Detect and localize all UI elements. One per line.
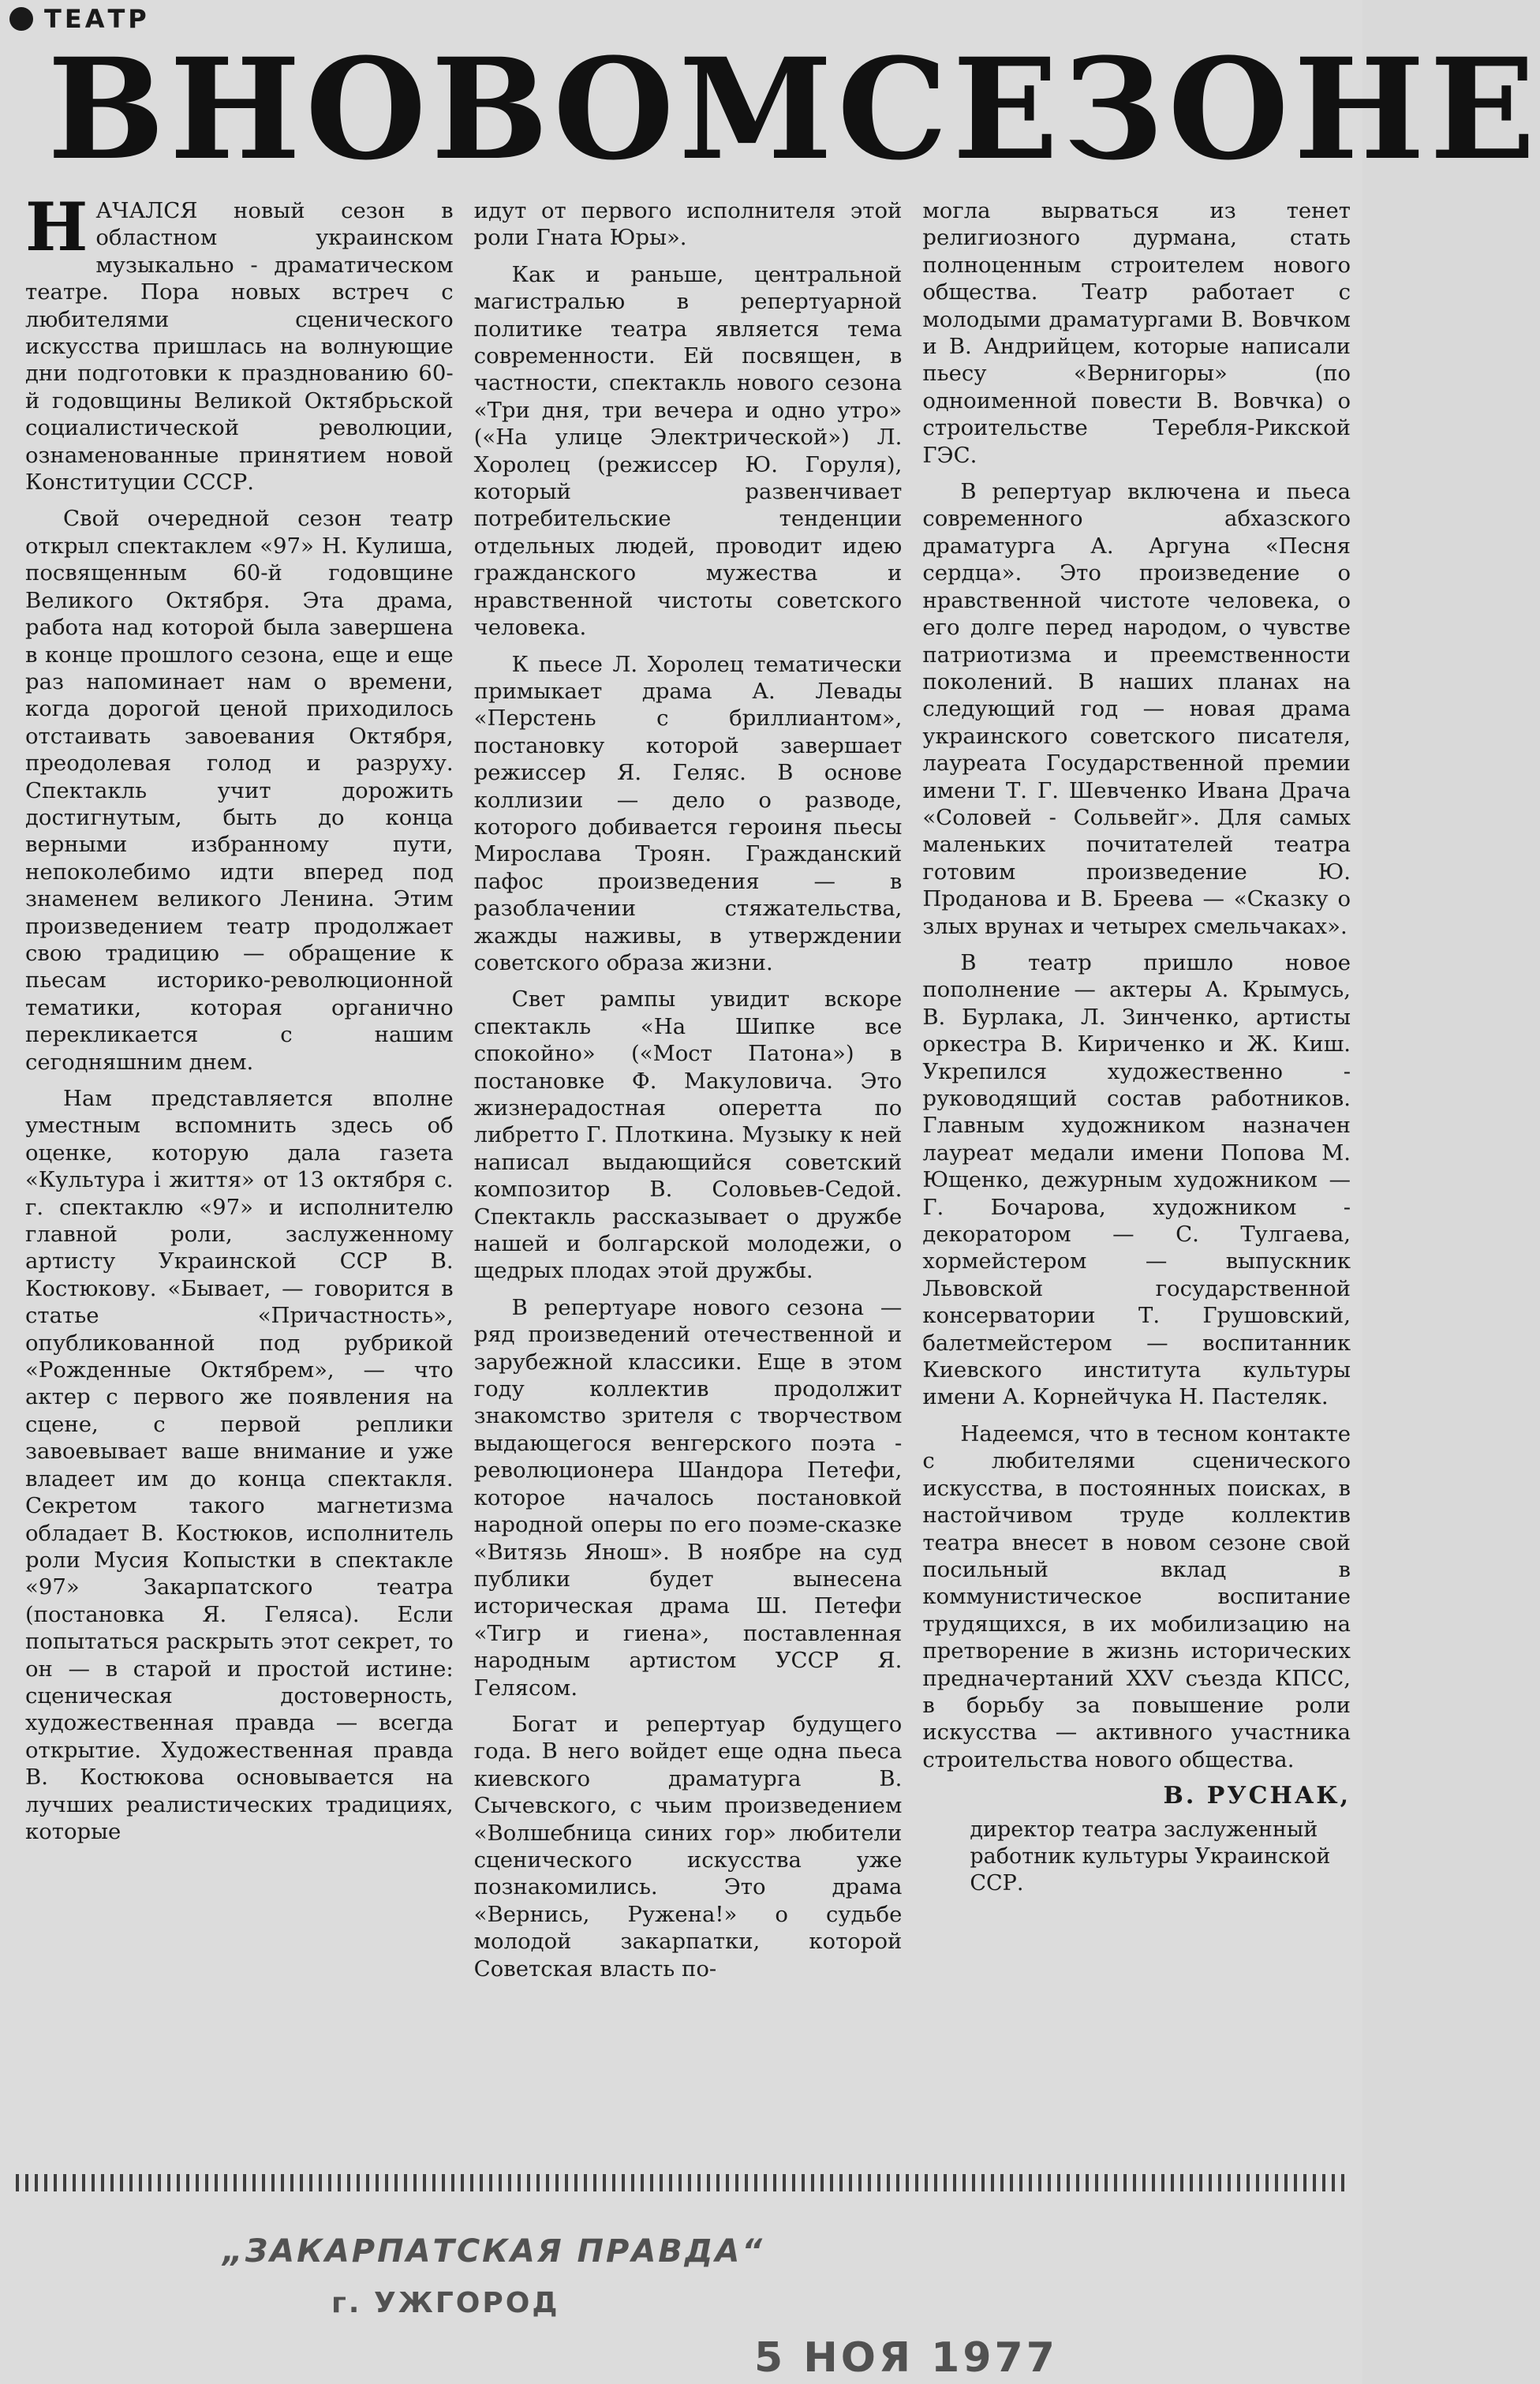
headline-word: В bbox=[47, 28, 170, 191]
article-body bbox=[25, 188, 1351, 2170]
article-paragraph: Нам представляется вполне уместным вспомнить здесь об оценке, которую дала газета «Культура і життя» от 13 октября с. г. спектаклю «97» и исполнителю главной роли, заслуженному артисту Украинской ССР В. Костюкову. «Бывает, — говорится в статье «Причастность», опубликованной под рубрикой «Рожденные Октябрем», — что актер с первого же появления на сцене, с первой реплики завоевывает ваше внимание и уже владеет им до конца спектакля. Секретом такого магнетизма обладает В. Костюков, исполнитель роли Мусия Копыстки в спектакле «97» Закарпатского театра (постановка Я. Геляса). Если попытаться раскрыть этот секрет, то он — в старой и простой истине: сценическая достоверность, художественная правда — всегда открытие. Художественная правда В. Костюкова основывается на лучших реалистических традициях, которые bbox=[25, 1086, 454, 1844]
bullet-icon bbox=[9, 7, 33, 31]
article-paragraph: Как и раньше, центральной магистралью в репертуарной политике театра является тема современности. Ей посвящен, в частности, спектакль нового сезона «Три дня, три вечера и одно утро» («На улице Электрической») Л. Хоролец (режиссер Ю. Горуля), который развенчивает потребительские тенденции отдельных людей, проводит идею гражданского мужества и нравственной чистоты советского человека. bbox=[473, 261, 903, 641]
headline-word: НОВОМ bbox=[169, 28, 838, 191]
article-paragraph: идут от первого исполнителя этой роли Гната Юры». bbox=[473, 198, 903, 251]
author-title: директор театра заслуженный работник культуры Украинской ССР. bbox=[970, 1817, 1331, 1896]
perforated-divider bbox=[16, 2174, 1349, 2191]
article-column-2 bbox=[474, 197, 903, 2170]
headline bbox=[47, 28, 1540, 191]
article-paragraph: Свой очередной сезон театр открыл спектаклем «97» Н. Кулиша, посвященным 60-й годовщине Великого Октября. Эта драма, работа над которой была завершена в конце прошлого сезона, еще и еще раз напоминает нам о времени, когда дорогой ценой приходилось отстаивать завоевания Октября, преодолевая голод и разруху. Спектакль учит дорожить достигнутым, быть до конца верными избранному пути, непоколебимо идти вперед под знаменем великого Ленина. Этим произведением театр продолжает свою традицию — обращение к пьесам историко-революционной тематики, которая органично перекликается с нашим сегодняшним днем. bbox=[25, 506, 454, 1075]
article-paragraph: могла вырваться из тенет религиозного дурмана, стать полноценным строителем нового общества. Театр работает с молодыми драматургами В. Вовчком и В. Андрийцем, которые написали пьесу «Вернигоры» (по одноименной повести В. Вовчка) о строительстве Теребля-Рикской ГЭС. bbox=[922, 198, 1351, 468]
article-paragraph: В театр пришло новое пополнение — актеры А. Крымусь, В. Бурлака, Л. Зинченко, артисты оркестра В. Кириченко и Ж. Киш. Укрепился художественно - руководящий состав работников. Главным художником назначен лауреат медали имени Попова М. Ющенко, дежурным художником — Г. Бочарова, художником - декоратором — С. Тулгаева, хормейстером — выпускник Львовской государственной консерватории Т. Грушовский, балетмейстером — воспитанник Киевского института культуры имени А. Корнейчука Н. Пастеляк. bbox=[922, 949, 1351, 1410]
article-paragraph: К пьесе Л. Хоролец тематически примыкает драма А. Левады «Перстень с бриллиантом», постановку которой завершает режиссер Я. Геляс. В основе коллизии — дело о разводе, которого добивается героиня пьесы Мирослава Троян. Гражданский пафос произведения — в разоблачении стяжательства, жажды наживы, в утверждении советского образа жизни. bbox=[473, 651, 903, 975]
article-paragraph: В репертуар включена и пьеса современного абхазского драматурга А. Аргуна «Песня сердца». Это произведение о нравственной чистоте человека, о его долге перед народом, о чувстве патриотизма и преемственности поколений. В наших планах на следующий год — новая драма украинского советского писателя, лауреата Государственной премии имени Т. Г. Шевченко Ивана Драча «Соловей - Сольвейг». Для самых маленьких почитателей театра готовим произведение Ю. Проданова и В. Бреева — «Сказку о злых врунах и четырех смельчаках». bbox=[922, 479, 1351, 939]
article-column-1 bbox=[25, 188, 454, 2170]
article-paragraph: В репертуаре нового сезона — ряд произведений отечественной и зарубежной классики. Еще в этом году коллектив продолжит знакомство зрителя с творчеством выдающегося венгерского поэта - революционера Шандора Петефи, которое началось постановкой народной оперы по его поэме-сказке «Витязь Янош». В ноябре на суд публики будет вынесена историческая драма Ш. Петефи «Тигр и гиена», поставленная народным артистом УССР Я. Гелясом. bbox=[473, 1294, 903, 1701]
article-column-3 bbox=[922, 197, 1351, 2170]
article-paragraph: Свет рампы увидит вскоре спектакль «На Шипке все спокойно» («Мост Патона») в постановке Ф. Макуловича. Это жизнерадостная оперетта по либретто Г. Плоткина. Музыку к ней написал выдающийся советский композитор В. Соловьев-Седой. Спектакль рассказывает о дружбе нашей и болгарской молодежи, о щедрых плодах этой дружбы. bbox=[473, 986, 903, 1284]
article-paragraph: Богат и репертуар будущего года. В него войдет еще одна пьеса киевского драматурга В. Сычевского, с чьим произведением «Волшебница синих гор» любители сценического искусства уже познакомились. Это драма «Вернись, Ружена!» о судьбе молодой закарпатки, которой Советская власть по- bbox=[473, 1711, 903, 1982]
article-paragraph: Надеемся, что в тесном контакте с любителями сценического искусства, в постоянных поисках, в настойчивом труде коллектив театра внесет в новом сезоне свой посильный вклад в коммунистическое воспитание трудящихся, в их мобилизацию на претворение в жизнь исторических предначертаний XXV съезда КПСС, в борьбу за повышение роли искусства — активного участника строительства нового общества. bbox=[922, 1420, 1351, 1772]
paragraph-text: АЧАЛСЯ новый сезон в областном украинском музыкально - драматическом театре. Пора новых встреч с любителями сценического искусства пришлась на волнующие дни подготовки к празднованию 60-й годовщины Великой Октябрьской социалистической революции, ознаменованные принятием новой Конституции СССР. bbox=[25, 198, 454, 496]
rubric-label: ТЕАТР bbox=[44, 4, 150, 34]
date-stamp: 5 НОЯ 1977 bbox=[754, 2334, 1058, 2382]
drop-cap: Н bbox=[25, 188, 88, 266]
newspaper-stamp: „ЗАКАРПАТСКАЯ ПРАВДА“ bbox=[222, 2233, 765, 2270]
city-stamp: г. УЖГОРОД bbox=[331, 2287, 560, 2319]
article-paragraph bbox=[25, 188, 454, 496]
headline-word: СЕЗОНЕ bbox=[837, 28, 1540, 191]
author-signature: В. РУСНАК, bbox=[1163, 1782, 1351, 1810]
